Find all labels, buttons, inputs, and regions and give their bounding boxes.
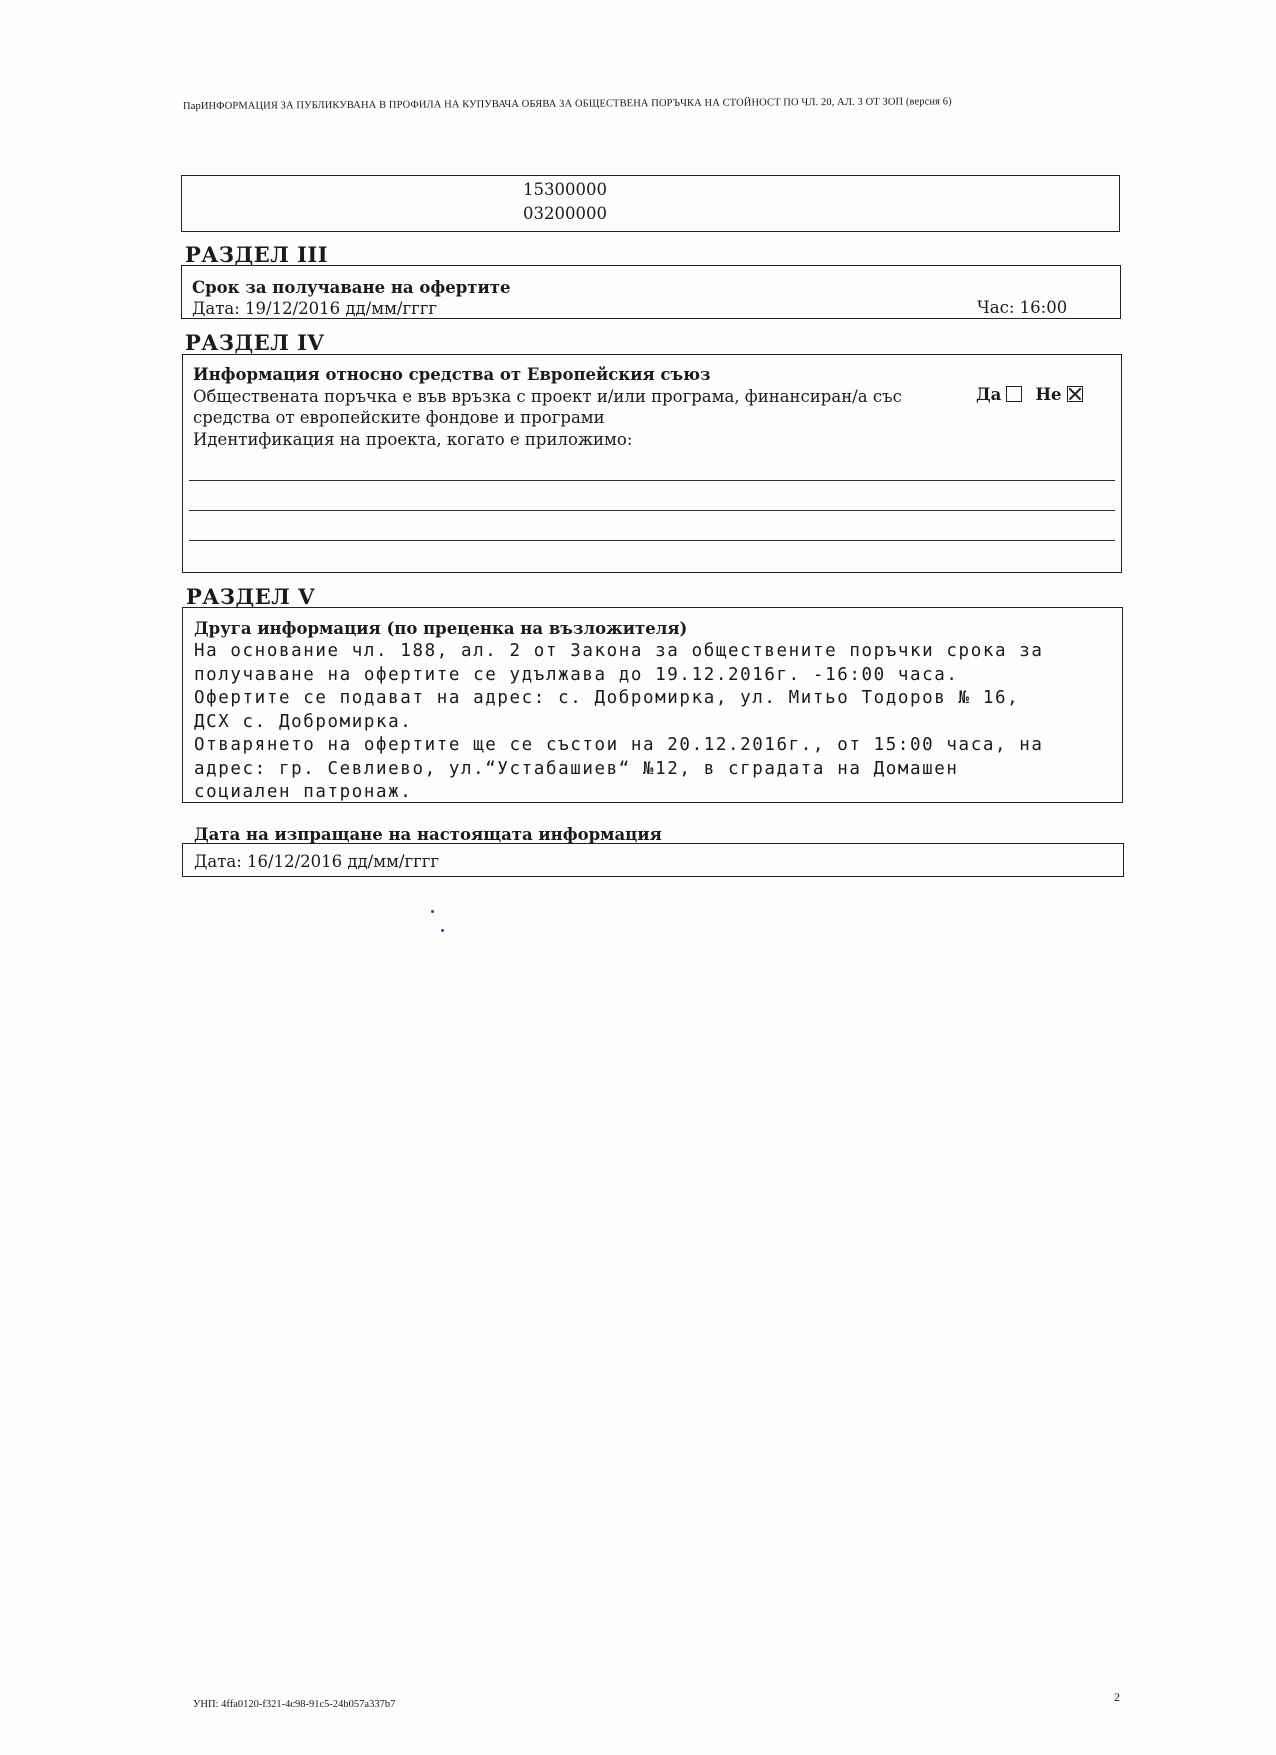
no-label: Не <box>1035 385 1062 404</box>
cpv-code-2: 03200000 <box>523 204 607 223</box>
other-info-line: адрес: гр. Севлиево, ул.“Устабашиев“ №12, в сградата на Домашен <box>194 758 959 779</box>
section-5-title: РАЗДЕЛ V <box>186 584 315 609</box>
no-checkbox-checked[interactable] <box>1067 386 1083 402</box>
deadline-date: Дата: 19/12/2016 дд/мм/гггг <box>192 299 438 318</box>
section-5-subtitle: Друга информация (по преценка на възложителя) <box>194 619 688 638</box>
send-info-box <box>182 843 1124 877</box>
section-5-box <box>182 607 1123 803</box>
project-identification-label: Идентификация на проекта, когато е приложимо: <box>193 430 633 449</box>
project-id-line-3 <box>189 540 1115 541</box>
other-info-line: социален патронаж. <box>194 782 413 802</box>
footer-unp: УНП: 4ffa0120-f321-4c98-91c5-24b057a337b7 <box>193 1699 396 1710</box>
eu-funding-question-line-2: средства от европейските фондове и програми <box>193 408 605 427</box>
other-info-text <box>194 640 1044 805</box>
deadline-time: Час: 16:00 <box>977 298 1068 317</box>
section-3-box <box>181 265 1121 319</box>
cpv-codes-box <box>181 175 1120 232</box>
other-info-line: получаване на офертите се удължава до 19.12.2016г. -16:00 часа. <box>194 664 959 685</box>
send-date: Дата: 16/12/2016 дд/мм/гггг <box>194 852 440 871</box>
cpv-code-1: 15300000 <box>523 180 607 199</box>
project-id-line-2 <box>189 510 1115 511</box>
scan-mark <box>441 929 444 932</box>
header-prefix: Пар <box>183 100 201 112</box>
project-id-line-1 <box>189 480 1115 481</box>
eu-funding-choice <box>976 385 1083 404</box>
section-3-subtitle: Срок за получаване на офертите <box>192 278 511 297</box>
section-4-box <box>182 354 1122 573</box>
eu-funding-question-line-1: Обществената поръчка е във връзка с проект и/или програма, финансиран/а със <box>193 387 902 406</box>
yes-label: Да <box>976 385 1002 404</box>
other-info-line: На основание чл. 188, ал. 2 от Закона за обществените поръчки срока за <box>194 641 1044 661</box>
document-header <box>183 95 1103 112</box>
other-info-line: ДСХ с. Добромирка. <box>194 711 413 732</box>
section-4-title: РАЗДЕЛ IV <box>185 330 325 355</box>
send-info-subtitle: Дата на изпращане на настоящата информация <box>194 825 662 844</box>
header-title: ИНФОРМАЦИЯ ЗА ПУБЛИКУВАНА В ПРОФИЛА НА КУПУВАЧА ОБЯВА ЗА ОБЩЕСТВЕНА ПОРЪЧКА НА СТОЙНОСТ ПО ЧЛ. 20, АЛ. 3 ОТ ЗОП (версия 6) <box>200 96 952 112</box>
other-info-line: Офертите се подават на адрес: с. Добромирка, ул. Митьо Тодоров № 16, <box>194 688 1020 708</box>
scan-mark <box>431 910 434 913</box>
other-info-line: Отварянето на офертите ще се състои на 20.12.2016г., от 15:00 часа, на <box>194 735 1044 755</box>
section-3-title: РАЗДЕЛ III <box>185 242 329 267</box>
page-number: 2 <box>1114 1690 1120 1704</box>
section-4-subtitle: Информация относно средства от Европейския съюз <box>193 365 711 384</box>
yes-checkbox[interactable] <box>1006 386 1022 402</box>
